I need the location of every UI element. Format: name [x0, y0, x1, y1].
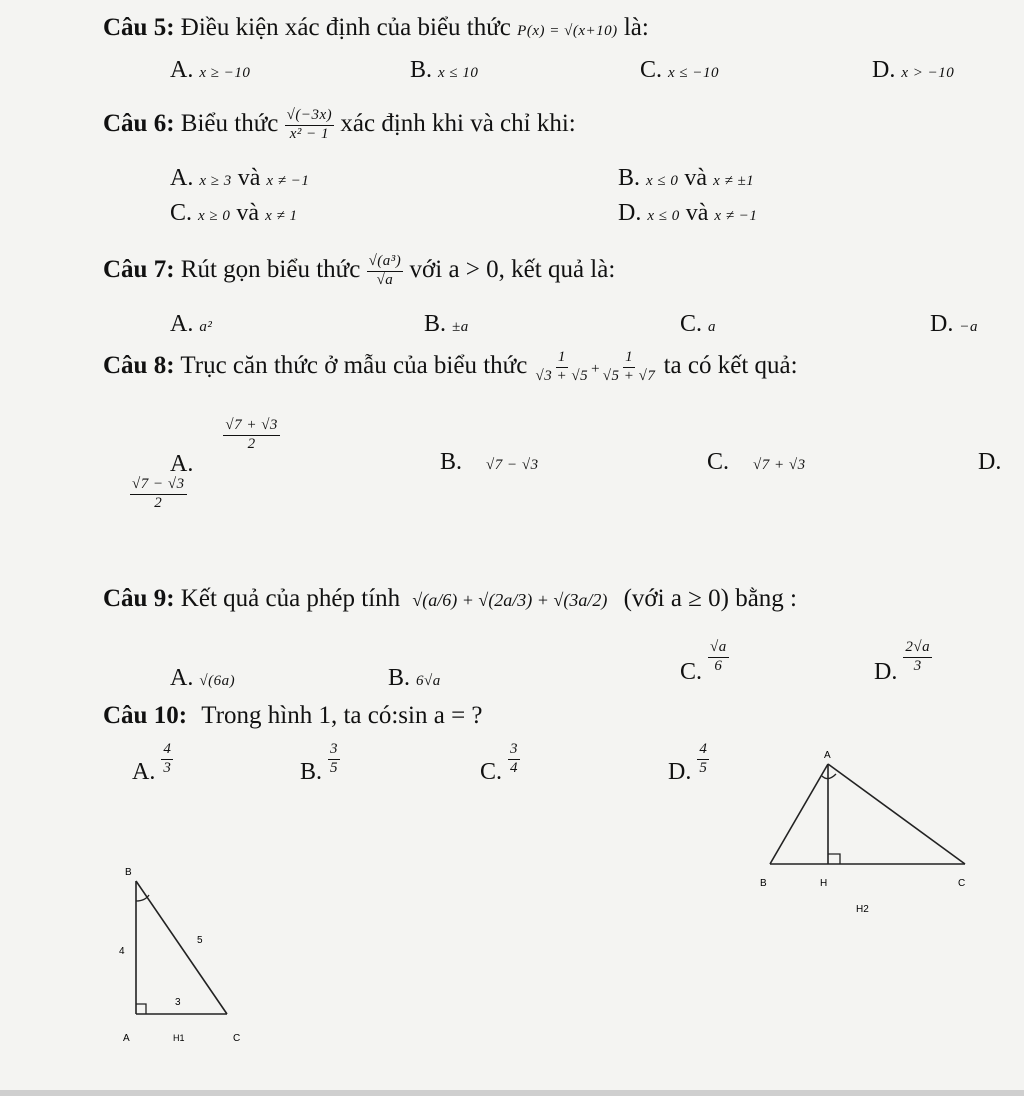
h2-right-angle-mark	[828, 854, 840, 864]
q8-fraction-2	[601, 350, 658, 385]
q7-label: Câu 7:	[103, 255, 175, 283]
q5-option-d[interactable]	[872, 57, 954, 84]
q6-label: Câu 6:	[103, 109, 175, 137]
option-numerator: √7 + √3	[223, 418, 280, 436]
option-value: −a	[959, 319, 978, 335]
h1-label-bc: 5	[197, 935, 203, 946]
h2-side-ab	[770, 764, 828, 864]
q8-frac2-numerator: 1	[623, 350, 635, 368]
h1-label-ac: 3	[175, 997, 181, 1008]
option-denominator: 5	[330, 759, 339, 776]
q6-denominator: x² − 1	[289, 125, 329, 142]
option-letter: B.	[440, 449, 463, 475]
option-numerator: 4	[161, 742, 173, 760]
q7-option-a[interactable]	[170, 311, 212, 338]
question-10	[103, 702, 483, 730]
option-letter: A.	[170, 311, 194, 337]
q7-numerator: √(a³)	[367, 254, 404, 272]
h1-label-ab: 4	[119, 946, 125, 957]
q7-fraction	[367, 254, 404, 289]
q7-denominator: √a	[376, 271, 394, 288]
option-conj: và	[237, 165, 261, 191]
option-denominator: 4	[510, 759, 519, 776]
option-letter: A.	[170, 165, 194, 191]
figure-h1	[105, 855, 265, 1055]
q5-expr: P(x) = √(x+10)	[517, 23, 618, 39]
option-numerator: √a	[708, 640, 729, 658]
option-numerator: 3	[508, 742, 520, 760]
option-denominator: 2	[247, 435, 256, 452]
q5-option-a[interactable]	[170, 57, 250, 84]
option-denominator: 3	[913, 657, 922, 674]
h1-vertex-a: A	[123, 1033, 130, 1044]
q8-fraction-1	[534, 350, 591, 385]
q5-label: Câu 5:	[103, 14, 175, 41]
q9-expr: √(a/6) + √(2a/3) + √(3a/2)	[412, 590, 608, 610]
q6-numerator: √(−3x)	[285, 108, 335, 126]
q8-option-d[interactable]	[130, 449, 1010, 544]
option-letter: D.	[668, 758, 692, 785]
option-value: a²	[199, 319, 213, 335]
option-fraction	[328, 742, 340, 777]
q10-option-d[interactable]	[668, 741, 709, 785]
option-letter: A.	[132, 758, 156, 785]
q9-option-b[interactable]	[388, 665, 441, 692]
option-fraction	[508, 742, 520, 777]
option-fraction	[697, 742, 709, 777]
option-letter: D.	[872, 57, 896, 83]
option-value2: x ≠ −1	[266, 173, 310, 189]
h1-vertex-b: B	[125, 867, 132, 878]
option-letter: C.	[680, 311, 703, 337]
option-fraction	[223, 418, 280, 453]
q5-option-b[interactable]	[410, 57, 478, 84]
q8-text-before: Trục căn thức ở mẫu của biểu thức	[180, 351, 528, 379]
h2-vertex-c: C	[958, 878, 966, 889]
option-letter: C.	[680, 658, 703, 685]
q6-text-before: Biểu thức	[180, 109, 279, 137]
option-value: x ≥ 3	[199, 173, 232, 189]
option-fraction	[903, 640, 932, 675]
option-letter: D.	[978, 449, 1002, 475]
option-value: x ≥ −10	[199, 65, 251, 81]
h1-side-bc	[136, 881, 227, 1014]
q9-label: Câu 9:	[103, 585, 175, 612]
option-denominator: 2	[154, 494, 163, 511]
figure-h2	[750, 750, 990, 920]
option-letter: C.	[707, 449, 730, 475]
option-letter: B.	[388, 665, 411, 691]
option-value2: x ≠ 1	[265, 208, 298, 224]
q5-option-c[interactable]	[640, 57, 719, 84]
question-9	[103, 585, 797, 613]
option-numerator: 4	[697, 742, 709, 760]
q6-text-after: xác định khi và chỉ khi:	[340, 109, 576, 137]
q10-option-b[interactable]	[300, 741, 340, 785]
option-letter: A.	[170, 57, 194, 83]
h2-vertex-b: B	[760, 878, 767, 889]
q9-option-d[interactable]	[874, 639, 932, 685]
option-value: a	[708, 319, 717, 335]
option-value: 6√a	[416, 673, 441, 689]
h1-vertex-c: C	[233, 1033, 241, 1044]
option-fraction	[161, 742, 173, 777]
h2-caption: H2	[856, 904, 869, 915]
q6-fraction	[285, 108, 335, 143]
option-numerator: 2√a	[903, 640, 932, 658]
option-numerator: 3	[328, 742, 340, 760]
option-conj: và	[684, 165, 708, 191]
option-value: √7 − √3	[486, 457, 539, 473]
q9-option-c[interactable]	[680, 639, 729, 685]
top-edge	[0, 0, 1024, 3]
question-7	[103, 254, 615, 289]
option-value: x ≤ 0	[646, 173, 679, 189]
question-8	[103, 350, 798, 385]
h2-vertex-a: A	[824, 750, 831, 761]
option-letter: D.	[618, 200, 642, 226]
option-fraction	[708, 640, 729, 675]
option-letter: D.	[874, 658, 898, 685]
q5-text: Điều kiện xác định của biểu thức	[180, 14, 511, 41]
option-denominator: 6	[714, 657, 723, 674]
q9-text-after: (với a ≥ 0) bằng :	[623, 585, 798, 612]
option-value: x > −10	[901, 65, 955, 81]
q9-text-before: Kết quả của phép tính	[180, 585, 401, 612]
q10-option-a[interactable]	[132, 741, 173, 785]
option-letter: C.	[170, 200, 193, 226]
option-value2: x ≠ ±1	[713, 173, 755, 189]
q7-option-b[interactable]	[424, 311, 469, 338]
option-value: x ≤ 10	[438, 65, 479, 81]
option-value: √7 + √3	[753, 457, 806, 473]
option-value: √(6a)	[199, 673, 236, 689]
q6-option-a[interactable]	[170, 165, 309, 192]
q8-label: Câu 8:	[103, 351, 175, 379]
q6-option-d[interactable]	[618, 200, 757, 227]
q8-plus: +	[590, 360, 601, 377]
option-letter: B.	[410, 57, 433, 83]
bottom-edge	[0, 1090, 1024, 1096]
option-value2: x ≠ −1	[714, 208, 758, 224]
q6-option-b[interactable]	[618, 165, 754, 192]
option-letter: B.	[300, 758, 323, 785]
option-value: ±a	[452, 319, 469, 335]
h2-side-ac	[828, 764, 965, 864]
h2-vertex-h: H	[820, 878, 828, 889]
h1-right-angle-mark	[136, 1004, 146, 1014]
q8-text-after: ta có kết quả:	[663, 351, 798, 379]
q6-option-c[interactable]	[170, 200, 297, 227]
q7-text-before: Rút gọn biểu thức	[180, 255, 361, 283]
q10-option-c[interactable]	[480, 741, 520, 785]
q7-option-c[interactable]	[680, 311, 716, 338]
option-value: x ≥ 0	[198, 208, 231, 224]
option-denominator: 3	[163, 759, 172, 776]
q8-frac1-denominator: √3 + √5	[535, 367, 589, 384]
option-letter: B.	[618, 165, 641, 191]
h2-angle-mark-a	[822, 774, 836, 779]
option-letter: C.	[480, 758, 503, 785]
q8-frac1-numerator: 1	[556, 350, 568, 368]
q5-tail: là:	[623, 14, 649, 41]
q7-text-after: với a > 0, kết quả là:	[409, 255, 616, 283]
q8-frac2-denominator: √5 + √7	[602, 367, 656, 384]
q7-option-d[interactable]	[930, 311, 978, 338]
option-letter: C.	[640, 57, 663, 83]
option-conj: và	[236, 200, 260, 226]
option-value: x ≤ −10	[668, 65, 720, 81]
question-5	[103, 14, 649, 42]
option-numerator: √7 − √3	[130, 477, 187, 495]
q9-option-a[interactable]	[170, 665, 235, 692]
q8-option-a[interactable]	[170, 417, 280, 477]
option-letter: D.	[930, 311, 954, 337]
option-fraction	[130, 477, 187, 512]
option-value: x ≤ 0	[647, 208, 680, 224]
option-conj: và	[685, 200, 709, 226]
option-denominator: 5	[699, 759, 708, 776]
q10-label: Câu 10:	[103, 702, 188, 729]
option-letter: A.	[170, 450, 194, 477]
question-6	[103, 108, 576, 143]
option-letter: B.	[424, 311, 447, 337]
h1-caption: H1	[173, 1033, 185, 1043]
q10-text: Trong hình 1, ta có:sin a = ?	[201, 702, 483, 729]
option-letter: A.	[170, 665, 194, 691]
